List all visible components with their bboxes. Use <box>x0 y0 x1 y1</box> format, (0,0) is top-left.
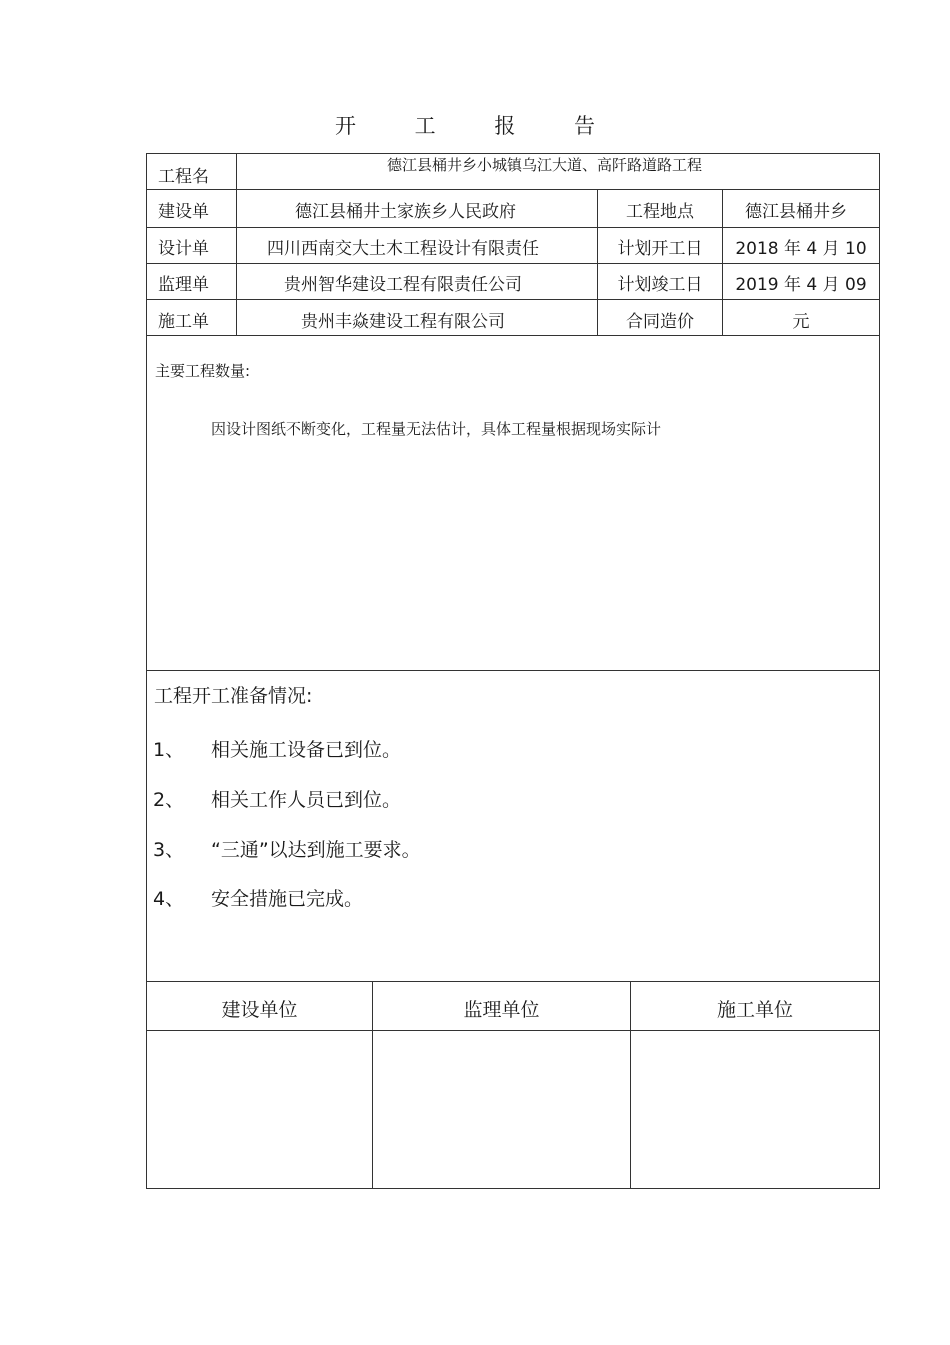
project-name-label: 工程名 <box>158 167 209 187</box>
item-number: 4、 <box>153 888 185 910</box>
start-date-value: 2018 年 4 月 10 <box>735 239 867 259</box>
preparation-item <box>153 735 401 762</box>
preparation-item <box>153 835 421 862</box>
item-number: 3、 <box>153 839 185 861</box>
row-divider <box>146 189 880 190</box>
section-divider <box>146 981 880 982</box>
designer-value: 四川西南交大土木工程设计有限责任 <box>267 239 539 259</box>
contractor-value: 贵州丰焱建设工程有限公司 <box>301 312 505 332</box>
signature-supervisor-area[interactable] <box>373 1031 630 1188</box>
preparation-item <box>153 884 363 911</box>
contract-price-value: 元 <box>792 312 810 332</box>
item-text: “三通”以达到施工要求。 <box>211 839 421 861</box>
row-divider <box>146 227 880 228</box>
row-divider <box>146 263 880 264</box>
contractor-label: 施工单 <box>158 312 209 332</box>
signature-builder-area[interactable] <box>147 1031 372 1188</box>
signature-contractor-header: 施工单位 <box>716 999 793 1021</box>
finish-date-label: 计划竣工日 <box>617 275 703 295</box>
preparation-heading: 工程开工准备情况: <box>154 685 313 707</box>
item-text: 相关施工设备已到位。 <box>211 739 402 761</box>
signature-supervisor-header: 监理单位 <box>463 999 540 1021</box>
start-date-label: 计划开工日 <box>617 239 703 259</box>
contract-price-label: 合同造价 <box>626 312 694 332</box>
preparation-item <box>153 785 401 812</box>
finish-date-value: 2019 年 4 月 09 <box>735 275 867 295</box>
row-divider <box>146 299 880 300</box>
supervisor-value: 贵州智华建设工程有限责任公司 <box>284 275 522 295</box>
signature-builder-header: 建设单位 <box>221 999 298 1021</box>
builder-label: 建设单 <box>158 202 209 222</box>
location-label: 工程地点 <box>626 202 694 222</box>
project-name-value: 德江县桶井乡小城镇乌江大道、高阡路道路工程 <box>386 156 702 174</box>
signature-contractor-area[interactable] <box>631 1031 879 1188</box>
section-divider <box>146 670 880 671</box>
row-divider <box>146 335 880 336</box>
document-title: 开 工 报 告 <box>334 114 622 138</box>
designer-label: 设计单 <box>158 239 209 259</box>
item-number: 1、 <box>153 739 185 761</box>
location-value: 德江县桶井乡 <box>745 202 847 222</box>
builder-value: 德江县桶井土家族乡人民政府 <box>295 202 516 222</box>
quantity-text: 因设计图纸不断变化，工程量无法估计，具体工程量根据现场实际计 <box>211 420 662 438</box>
supervisor-label: 监理单 <box>158 275 209 295</box>
item-text: 相关工作人员已到位。 <box>211 789 402 811</box>
item-text: 安全措施已完成。 <box>211 888 364 910</box>
item-number: 2、 <box>153 789 185 811</box>
quantity-heading: 主要工程数量: <box>155 362 251 380</box>
